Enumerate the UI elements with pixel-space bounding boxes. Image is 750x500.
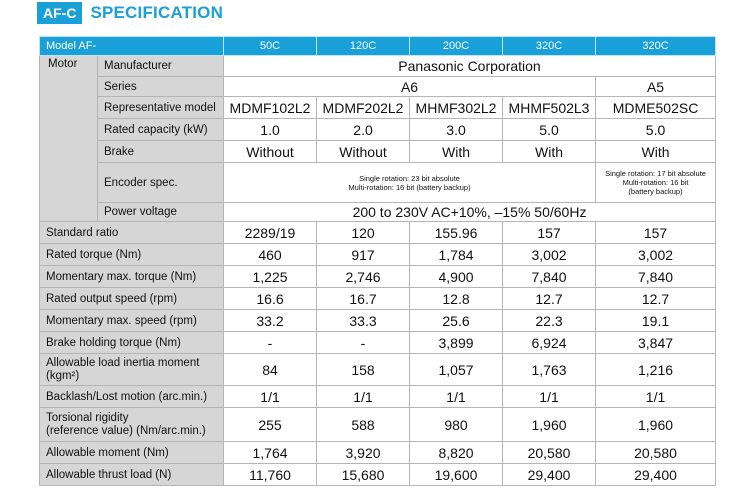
row-label: Rated torque (Nm) xyxy=(40,244,224,266)
table-cell: - xyxy=(224,332,317,354)
table-cell: 12.8 xyxy=(410,288,503,310)
table-cell: 12.7 xyxy=(503,288,596,310)
table-cell: 3,002 xyxy=(596,244,716,266)
table-cell: MHMF302L2 xyxy=(410,97,503,119)
table-cell: 6,924 xyxy=(503,332,596,354)
table-cell: 7,840 xyxy=(503,266,596,288)
encoder-a5-line: Single rotation: 17 bit absolute xyxy=(605,169,706,178)
row-label: Momentary max. speed (rpm) xyxy=(40,310,224,332)
table-row xyxy=(40,203,716,222)
table-row xyxy=(40,288,716,310)
row-label: Brake holding torque (Nm) xyxy=(40,332,224,354)
series-a6-value: A6 xyxy=(224,77,596,97)
table-cell: With xyxy=(596,141,716,163)
table-cell: 1,763 xyxy=(503,354,596,386)
row-label-line: Torsional rigidity xyxy=(46,411,129,424)
row-label: Backlash/Lost motion (arc.min.) xyxy=(40,386,224,408)
row-label: Power voltage xyxy=(98,203,224,222)
table-row xyxy=(40,310,716,332)
table-cell: 980 xyxy=(410,408,503,442)
table-cell: 29,400 xyxy=(596,464,716,486)
table-cell: Without xyxy=(224,141,317,163)
encoder-a6-line: Multi-rotation: 16 bit (battery backup) xyxy=(348,182,471,192)
page-title: SPECIFICATION xyxy=(90,3,224,22)
table-row xyxy=(40,386,716,408)
table-row xyxy=(40,97,716,119)
row-label-line: (reference value) (Nm/arc.min.) xyxy=(46,424,206,437)
table-cell: 20,580 xyxy=(596,442,716,464)
table-cell: 3,920 xyxy=(317,442,410,464)
table-cell: 1/1 xyxy=(503,386,596,408)
table-cell: 157 xyxy=(596,222,716,244)
row-label-line: (kgm²) xyxy=(46,369,80,382)
encoder-a5-value xyxy=(596,163,716,203)
table-cell: Without xyxy=(317,141,410,163)
row-label xyxy=(40,408,224,442)
table-cell: 1,057 xyxy=(410,354,503,386)
row-label: Rated output speed (rpm) xyxy=(40,288,224,310)
spec-header xyxy=(37,0,223,26)
table-cell: 1,960 xyxy=(596,408,716,442)
model-header-label: Model AF- xyxy=(40,37,224,56)
table-cell: 1/1 xyxy=(224,386,317,408)
table-row xyxy=(40,222,716,244)
table-cell: 29,400 xyxy=(503,464,596,486)
table-cell: MDME502SC xyxy=(596,97,716,119)
table-cell: 1,784 xyxy=(410,244,503,266)
table-cell: 8,820 xyxy=(410,442,503,464)
table-row xyxy=(40,77,716,97)
table-cell: 84 xyxy=(224,354,317,386)
model-col-header: 200C xyxy=(410,37,503,56)
table-row xyxy=(40,141,716,163)
table-cell: 1/1 xyxy=(317,386,410,408)
table-cell: 16.6 xyxy=(224,288,317,310)
series-a5-value: A5 xyxy=(596,77,716,97)
specification-table xyxy=(39,36,716,486)
table-cell: 158 xyxy=(317,354,410,386)
row-label: Encoder spec. xyxy=(98,163,224,203)
table-cell: 1,216 xyxy=(596,354,716,386)
table-cell: 22.3 xyxy=(503,310,596,332)
table-row xyxy=(40,354,716,386)
row-label: Momentary max. torque (Nm) xyxy=(40,266,224,288)
table-cell: 11,760 xyxy=(224,464,317,486)
motor-category-label: Motor xyxy=(40,56,98,222)
table-row xyxy=(40,244,716,266)
table-cell: MHMF502L3 xyxy=(503,97,596,119)
table-cell: 155.96 xyxy=(410,222,503,244)
row-label: Rated capacity (kW) xyxy=(98,119,224,141)
row-label: Standard ratio xyxy=(40,222,224,244)
table-cell: 19,600 xyxy=(410,464,503,486)
table-row xyxy=(40,408,716,442)
table-cell: 3.0 xyxy=(410,119,503,141)
model-col-header: 50C xyxy=(224,37,317,56)
table-cell: 20,580 xyxy=(503,442,596,464)
table-cell: 1/1 xyxy=(596,386,716,408)
table-cell: 3,002 xyxy=(503,244,596,266)
encoder-a5-line: Multi-rotation: 16 bit xyxy=(622,178,689,187)
row-label: Representative model xyxy=(98,97,224,119)
table-cell: 3,899 xyxy=(410,332,503,354)
row-label: Allowable moment (Nm) xyxy=(40,442,224,464)
table-cell: With xyxy=(503,141,596,163)
table-cell: 1,960 xyxy=(503,408,596,442)
table-row xyxy=(40,464,716,486)
encoder-a6-value xyxy=(224,163,596,203)
table-cell: 19.1 xyxy=(596,310,716,332)
power-voltage-value: 200 to 230V AC+10%, –15% 50/60Hz xyxy=(224,203,716,222)
table-row xyxy=(40,442,716,464)
table-cell: 2.0 xyxy=(317,119,410,141)
model-col-header: 320C xyxy=(596,37,716,56)
table-row xyxy=(40,332,716,354)
table-cell: 15,680 xyxy=(317,464,410,486)
table-cell: 2,746 xyxy=(317,266,410,288)
table-cell: 1/1 xyxy=(410,386,503,408)
row-label-line: Allowable load inertia moment xyxy=(46,356,200,369)
table-cell: 2289/19 xyxy=(224,222,317,244)
table-cell: 1.0 xyxy=(224,119,317,141)
table-row xyxy=(40,56,716,77)
table-cell: 1,225 xyxy=(224,266,317,288)
table-cell: MDMF202L2 xyxy=(317,97,410,119)
row-label: Manufacturer xyxy=(98,56,224,77)
table-cell: 5.0 xyxy=(596,119,716,141)
row-label xyxy=(40,354,224,386)
table-cell: 16.7 xyxy=(317,288,410,310)
manufacturer-value: Panasonic Corporation xyxy=(224,56,716,77)
table-cell: 120 xyxy=(317,222,410,244)
table-cell: 5.0 xyxy=(503,119,596,141)
table-row xyxy=(40,119,716,141)
model-col-header: 320C xyxy=(503,37,596,56)
row-label: Brake xyxy=(98,141,224,163)
encoder-a6-line: Single rotation: 23 bit absolute xyxy=(359,173,460,183)
table-cell: 3,847 xyxy=(596,332,716,354)
table-cell: 917 xyxy=(317,244,410,266)
table-cell: 7,840 xyxy=(596,266,716,288)
table-cell: - xyxy=(317,332,410,354)
table-cell: 588 xyxy=(317,408,410,442)
table-cell: 33.2 xyxy=(224,310,317,332)
table-cell: 33.3 xyxy=(317,310,410,332)
row-label: Series xyxy=(98,77,224,97)
encoder-a5-line: (battery backup) xyxy=(628,187,683,196)
table-cell: 1,764 xyxy=(224,442,317,464)
table-cell: MDMF102L2 xyxy=(224,97,317,119)
table-row xyxy=(40,163,716,203)
row-label: Allowable thrust load (N) xyxy=(40,464,224,486)
table-cell: 4,900 xyxy=(410,266,503,288)
table-row xyxy=(40,266,716,288)
table-cell: 25.6 xyxy=(410,310,503,332)
table-cell: With xyxy=(410,141,503,163)
table-cell: 12.7 xyxy=(596,288,716,310)
model-col-header: 120C xyxy=(317,37,410,56)
table-cell: 157 xyxy=(503,222,596,244)
model-badge: AF-C xyxy=(37,2,82,24)
table-cell: 255 xyxy=(224,408,317,442)
table-cell: 460 xyxy=(224,244,317,266)
table-header-row xyxy=(40,37,716,56)
